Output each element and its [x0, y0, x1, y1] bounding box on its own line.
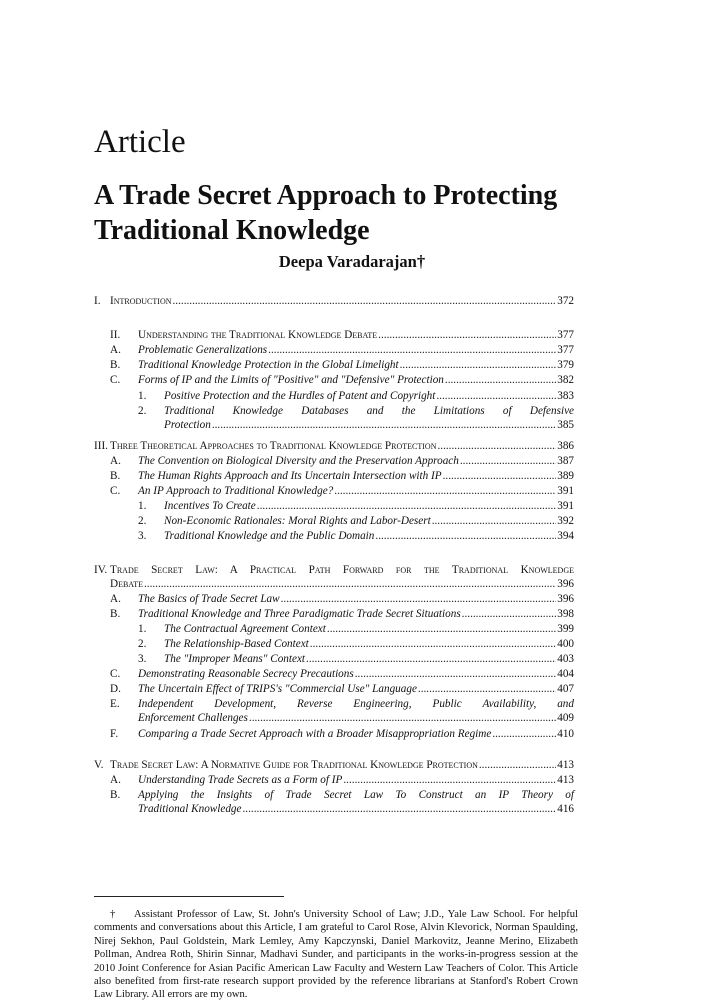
- toc-entry-page: 391: [557, 500, 574, 512]
- toc-entry-label: Traditional Knowledge and the Public Domain: [164, 530, 375, 542]
- toc-entry-page: 407: [557, 683, 574, 695]
- toc-entry-label: Forms of IP and the Limits of "Positive" and "Defensive" Protection: [138, 374, 444, 386]
- author-name: Deepa Varadarajan: [278, 252, 417, 271]
- toc-entry-page: 398: [557, 608, 574, 620]
- toc-entry-page: 413: [557, 759, 574, 771]
- toc-entry-label: Traditional Knowledge Protection in the Global Limelight: [138, 359, 399, 371]
- toc-dot-leader: [445, 373, 556, 387]
- toc-entry-number: II.: [110, 329, 121, 341]
- toc-entry-label: Protection: [164, 419, 211, 431]
- toc-entry-label: The Uncertain Effect of TRIPS's "Commercial Use" Language: [138, 683, 417, 695]
- toc-dot-leader: [400, 358, 557, 372]
- toc-entry-number: A.: [110, 593, 121, 605]
- toc-entry-label-line1: Independent Development, Reverse Engineering, Public Availability, and: [138, 698, 574, 710]
- toc-entry-page: 404: [557, 668, 574, 680]
- toc-entry-page: 383: [557, 390, 574, 402]
- toc-entry-label: Incentives To Create: [164, 500, 256, 512]
- toc-entry-page: 400: [557, 638, 574, 650]
- toc-entry-number: III.: [94, 440, 108, 452]
- toc-entry-label: Understanding Trade Secrets as a Form of IP: [138, 774, 343, 786]
- article-title: [94, 178, 654, 248]
- toc-entry-number: V.: [94, 759, 104, 771]
- toc-entry-label: Problematic Generalizations: [138, 344, 268, 356]
- toc-dot-leader: [462, 607, 557, 621]
- toc-entry-page: 394: [557, 530, 574, 542]
- toc-entry-number: 1.: [138, 500, 147, 512]
- toc-entry-page: 379: [557, 359, 574, 371]
- toc-entry-label-line1: Traditional Knowledge Databases and the Limitations of Defensive: [164, 405, 574, 417]
- toc-entry-label: Non-Economic Rationales: Moral Rights and Labor-Desert: [164, 515, 431, 527]
- toc-entry-page: 391: [557, 485, 574, 497]
- toc-entry-label: The Contractual Agreement Context: [164, 623, 326, 635]
- toc-entry-number: B.: [110, 470, 121, 482]
- author-byline: [0, 252, 704, 272]
- toc-entry-page: 413: [557, 774, 574, 786]
- toc-entry-number: A.: [110, 455, 121, 467]
- footnote-text: Assistant Professor of Law, St. John's University School of Law; J.D., Yale Law School. For helpful comments and conversations about this Article, I am grateful to Carol Rose, Alvin Klevorick, Norman Spaulding, Nirej Sekhon, Paul Goldstein, Mark Lemley, Amy Kapczynski, Daniel Markovitz, Jeanne Merino, Elizabeth Pollman, Andrea Roth, Shirin Sinnar, Madhavi Sunder, and participants in the works-in-progress session at the 2010 Joint Conference for Asian Pacific American Law Faculty and Western Law Teachers of Color. This Article also benefited from first-rate research support provided by the reference librarians at Stanford's Robert Crown Law Library. All errors are my own.: [94, 909, 578, 1001]
- toc-entry-page: 377: [557, 344, 574, 356]
- toc-entry-number: 1.: [138, 623, 147, 635]
- toc-entry-number: F.: [110, 728, 119, 740]
- toc-dot-leader: [437, 439, 556, 453]
- toc-entry-page: 403: [557, 653, 574, 665]
- toc-entry-number: C.: [110, 374, 121, 386]
- toc-entry-number: C.: [110, 668, 121, 680]
- toc-entry-label: Understanding the Traditional Knowledge Debate: [138, 329, 378, 341]
- toc-dot-leader: [479, 758, 556, 772]
- toc-entry-page: 410: [557, 728, 574, 740]
- toc-dot-leader: [443, 469, 557, 483]
- toc-entry-page: 396: [557, 578, 574, 590]
- toc-entry-page: 392: [557, 515, 574, 527]
- toc-entry-page: 385: [557, 419, 574, 431]
- toc-entry-label: Trade Secret Law: A Normative Guide for Traditional Knowledge Protection: [110, 759, 478, 771]
- toc-dot-leader: [436, 389, 556, 403]
- toc-entry-number: 1.: [138, 390, 147, 402]
- toc-dot-leader: [492, 727, 556, 741]
- author-footnote: [94, 908, 578, 1002]
- toc-entry-page: 387: [557, 455, 574, 467]
- toc-entry-page: 399: [557, 623, 574, 635]
- toc-entry-number: C.: [110, 485, 121, 497]
- toc-entry-label: Enforcement Challenges: [138, 712, 248, 724]
- title-line-1: A Trade Secret Approach to Protecting: [94, 180, 558, 211]
- toc-entry-label: The Relationship-Based Context: [164, 638, 309, 650]
- toc-dot-leader: [460, 454, 556, 468]
- toc-dot-leader: [173, 294, 557, 308]
- title-line-2: Traditional Knowledge: [94, 215, 370, 246]
- toc-entry-page: 416: [557, 803, 574, 815]
- toc-entry-number: A.: [110, 344, 121, 356]
- toc-entry-page: 389: [557, 470, 574, 482]
- toc-entry-number: B.: [110, 359, 121, 371]
- toc-entry-label: The "Improper Means" Context: [164, 653, 306, 665]
- toc-entry-label: Traditional Knowledge: [138, 803, 242, 815]
- toc-entry-label: Debate: [110, 578, 143, 590]
- toc-entry-label: An IP Approach to Traditional Knowledge?: [138, 485, 334, 497]
- toc-entry-label: Traditional Knowledge and Three Paradigmatic Trade Secret Situations: [138, 608, 461, 620]
- toc-dot-leader: [334, 484, 556, 498]
- toc-dot-leader: [144, 577, 556, 591]
- toc-dot-leader: [432, 514, 557, 528]
- toc-dot-leader: [212, 418, 556, 432]
- toc-dot-leader: [418, 682, 556, 696]
- toc-entry-label: Demonstrating Reasonable Secrecy Precautions: [138, 668, 354, 680]
- toc-entry-label: Positive Protection and the Hurdles of Patent and Copyright: [164, 390, 436, 402]
- toc-entry-number: E.: [110, 698, 120, 710]
- author-footnote-mark: †: [416, 252, 426, 271]
- toc-entry-number: B.: [110, 608, 121, 620]
- toc-entry-label: Three Theoretical Approaches to Traditional Knowledge Protection: [110, 440, 437, 452]
- footnote-mark: †: [110, 909, 116, 920]
- toc-entry-page: 372: [557, 295, 574, 307]
- toc-dot-leader: [310, 637, 556, 651]
- toc-entry-number: 3.: [138, 653, 147, 665]
- toc-entry-label: The Convention on Biological Diversity and the Preservation Approach: [138, 455, 459, 467]
- toc-entry-number: 3.: [138, 530, 147, 542]
- toc-entry-number: 2.: [138, 405, 147, 417]
- toc-dot-leader: [327, 622, 556, 636]
- toc-entry-page: 396: [557, 593, 574, 605]
- toc-dot-leader: [281, 592, 557, 606]
- footnote-separator: [94, 896, 284, 897]
- toc-entry-number: A.: [110, 774, 121, 786]
- toc-entry-number: I.: [94, 295, 101, 307]
- toc-entry-number: D.: [110, 683, 121, 695]
- toc-entry-number: IV.: [94, 564, 108, 576]
- toc-entry-label: The Human Rights Approach and Its Uncertain Intersection with IP: [138, 470, 442, 482]
- toc-entry-label: Introduction: [110, 295, 172, 307]
- toc-dot-leader: [343, 773, 556, 787]
- toc-dot-leader: [306, 652, 556, 666]
- toc-dot-leader: [375, 529, 556, 543]
- toc-dot-leader: [355, 667, 556, 681]
- toc-entry-label-line1: Trade Secret Law: A Practical Path Forward for the Traditional Knowledge: [110, 564, 574, 576]
- toc-entry-number: B.: [110, 789, 121, 801]
- article-kind-heading: Article: [94, 124, 186, 160]
- toc-entry-label-line1: Applying the Insights of Trade Secret Law To Construct an IP Theory of: [138, 789, 574, 801]
- toc-dot-leader: [257, 499, 556, 513]
- toc-entry-page: 377: [557, 329, 574, 341]
- toc-entry-page: 386: [557, 440, 574, 452]
- toc-entry-label: The Basics of Trade Secret Law: [138, 593, 280, 605]
- toc-entry-number: 2.: [138, 515, 147, 527]
- toc-dot-leader: [268, 343, 556, 357]
- toc-dot-leader: [249, 711, 556, 725]
- toc-entry-number: 2.: [138, 638, 147, 650]
- toc-entry-page: 382: [557, 374, 574, 386]
- toc-dot-leader: [243, 802, 557, 816]
- toc-dot-leader: [378, 328, 556, 342]
- toc-entry-label: Comparing a Trade Secret Approach with a Broader Misappropriation Regime: [138, 728, 492, 740]
- toc-entry-page: 409: [557, 712, 574, 724]
